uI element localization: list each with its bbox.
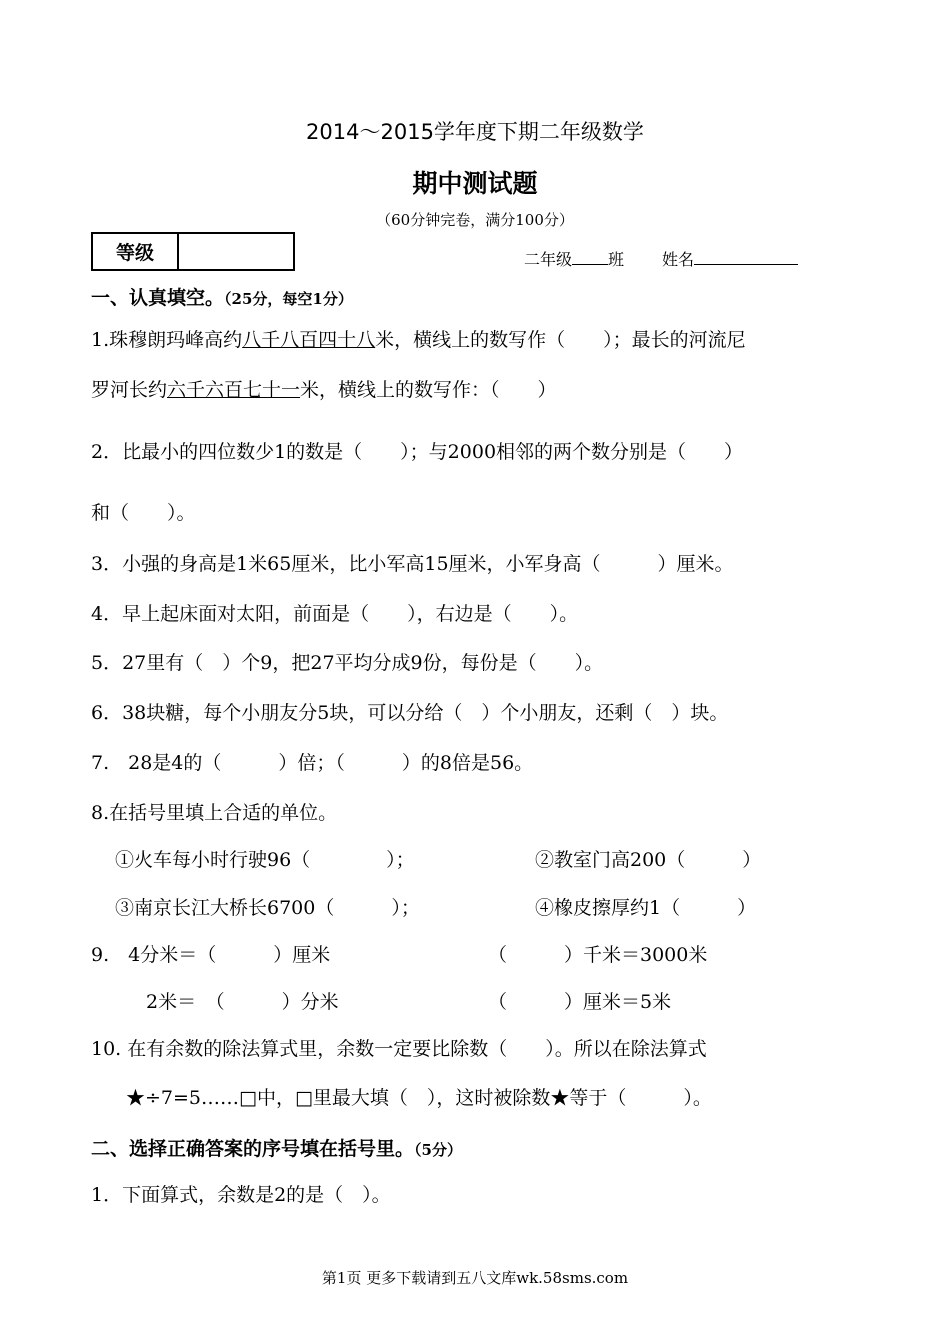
exam-title-line1: 2014～2015学年度下期二年级数学 <box>306 120 644 144</box>
section2-heading <box>91 1134 462 1161</box>
q1-underlined-a: 八千八百四十八 <box>242 329 376 351</box>
section2-title: 二、选择正确答案的序号填在括号里。 <box>91 1138 415 1160</box>
grade-box <box>91 232 295 271</box>
question-1-line1 <box>91 325 746 352</box>
question-8-heading: 8.在括号里填上合适的单位。 <box>91 802 338 824</box>
question-2-line2: 和（ ）。 <box>91 502 196 524</box>
name-blank[interactable] <box>694 248 798 265</box>
section2-points: （5分） <box>414 1141 462 1159</box>
q1-text-b: 罗河长约 <box>91 379 168 401</box>
question-4: 4．早上起床面对太阳，前面是（ ），右边是（ ）。 <box>91 603 579 625</box>
question-8-item3: ③南京长江大桥长6700（ ）； <box>115 897 420 919</box>
name-label: 姓名 <box>662 250 695 269</box>
class-name-line <box>524 247 798 270</box>
section1-heading <box>91 283 353 310</box>
class-blank[interactable] <box>572 248 608 265</box>
question-9-item1: 9. 4分米＝（ ）厘米 <box>91 944 331 966</box>
exam-title-line2: 期中测试题 <box>412 169 538 198</box>
question-10-line1: 10. 在有余数的除法算式里，余数一定要比除数（ ）。所以在除法算式 <box>91 1038 707 1060</box>
q1-underlined-b: 六千六百七十一 <box>167 379 301 401</box>
question-8-item1: ①火车每小时行驶96（ ）； <box>115 849 415 871</box>
q1-text-a-post: 米，横线上的数写作（ ）；最长的河流尼 <box>375 329 746 351</box>
question-9-item3: 2米＝ （ ）分米 <box>146 991 339 1013</box>
question-6: 6．38块糖，每个小朋友分5块，可以分给（ ）个小朋友，还剩（ ）块。 <box>91 702 729 724</box>
question-9-item2: （ ）千米＝3000米 <box>488 944 708 966</box>
question-9-item4: （ ）厘米＝5米 <box>488 991 672 1013</box>
question-1-line2 <box>91 375 557 402</box>
class-suffix: 班 <box>608 250 625 269</box>
grade-value-cell[interactable] <box>179 234 293 269</box>
exam-note: （60分钟完卷，满分100分） <box>376 211 574 229</box>
question-10-line2: ★÷7=5……□中，□里最大填（ ），这时被除数★等于（ ）。 <box>126 1087 712 1109</box>
question-3: 3．小强的身高是1米65厘米，比小军高15厘米，小军身高（ ）厘米。 <box>91 553 734 575</box>
section1-points: （25分，每空1分） <box>224 290 353 308</box>
question-8-item2: ②教室门高200（ ） <box>535 849 762 871</box>
section2-question-1: 1．下面算式，余数是2的是（ ）。 <box>91 1184 391 1206</box>
question-8-item4: ④橡皮擦厚约1（ ） <box>535 897 757 919</box>
q1-text-b-post: 米，横线上的数写作：（ ） <box>300 379 557 401</box>
class-label: 二年级 <box>524 250 573 269</box>
question-7: 7. 28是4的（ ）倍；（ ）的8倍是56。 <box>91 752 534 774</box>
question-5: 5．27里有（ ）个9，把27平均分成9份，每份是（ ）。 <box>91 652 604 674</box>
section1-title: 一、认真填空。 <box>91 287 225 309</box>
question-2-line1: 2．比最小的四位数少1的数是（ ）；与2000相邻的两个数分别是（ ） <box>91 441 744 463</box>
q1-text-a: 1.珠穆朗玛峰高约 <box>91 329 243 351</box>
grade-label: 等级 <box>93 234 179 269</box>
page-footer: 第1页 更多下载请到五八文库wk.58sms.com <box>321 1269 629 1287</box>
